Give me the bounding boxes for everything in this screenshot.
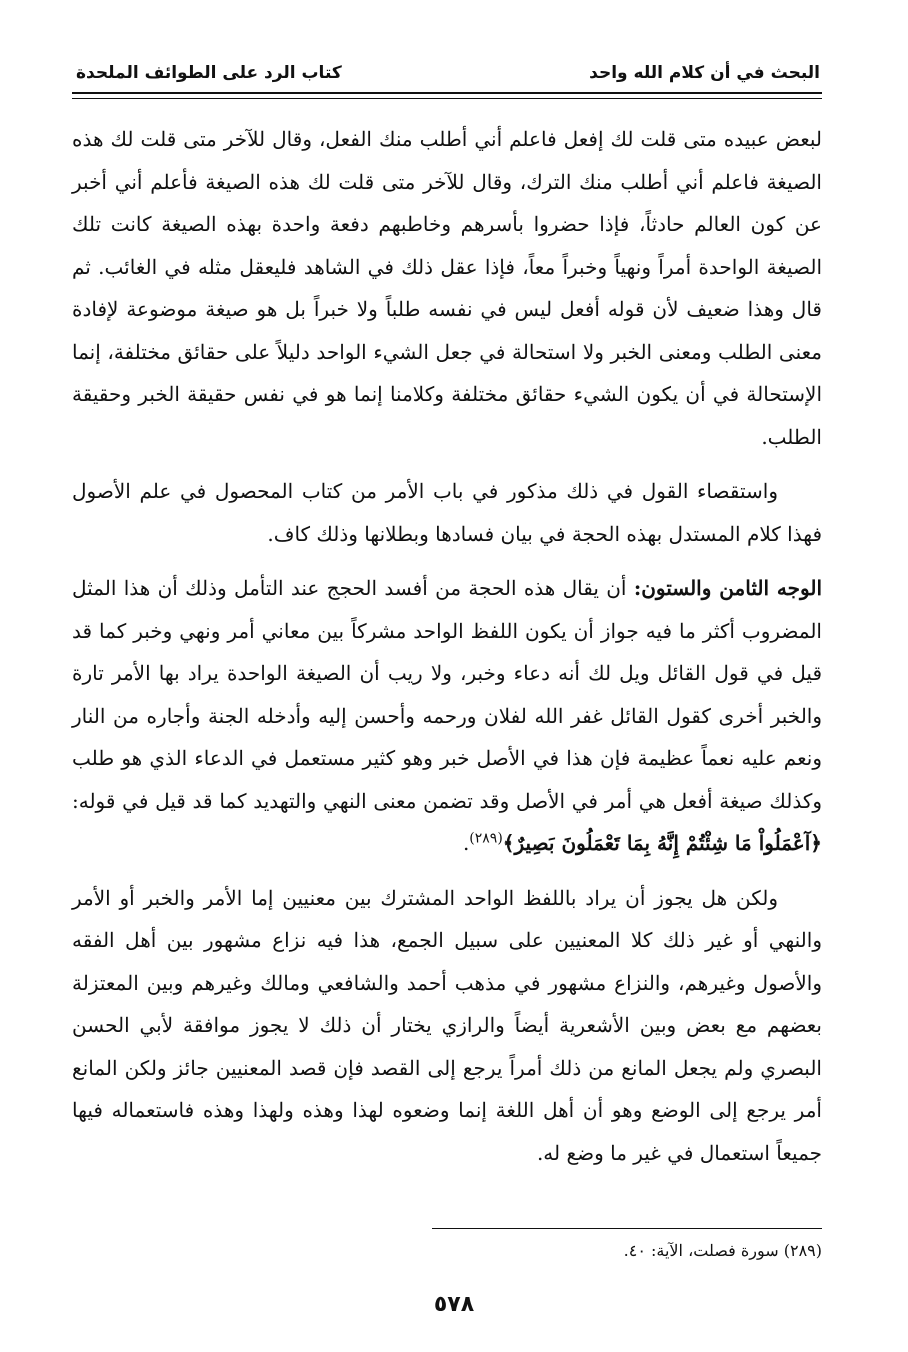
paragraph-2: واستقصاء القول في ذلك مذكور في باب الأمر من كتاب المحصول في علم الأصول فهذا كلام المستدل بهذه الحجة في بيان فسادها وبطلانها وذلك كاف. — [72, 479, 822, 546]
header-rule-thick — [72, 92, 822, 94]
paragraph-3 — [72, 567, 822, 865]
header-rule-thin — [72, 98, 822, 99]
page-number: ٥٧٨ — [433, 1292, 475, 1317]
footnote: (٢٨٩) سورة فصلت، الآية: ٤٠. — [623, 1241, 822, 1260]
header-chapter-title: البحث في أن كلام الله واحد — [589, 63, 820, 83]
paragraph-3-end: . — [462, 831, 470, 855]
paragraph-3-text: أن يقال هذه الحجة من أفسد الحجج عند التأمل وذلك أن هذا المثل المضروب أكثر ما فيه جواز أن يكون اللفظ الواحد مشركاً بين معاني أمر ونهي وخبر كما قد قيل في قول القائل ويل لك أنه دعاء وخبر، ولا ريب أن الصيغة الواحدة يراد بها الأمر تارة والخبر أخرى كقول القائل غفر الله لفلان ورحمه وأحسن إليه وأدخله الجنة وأجاره من النار ونعم عليه نعماً عظيمة فإن هذا في الأصل خبر وهو كثير مستعمل في الدعاء الذي هو طلب وكذلك صيغة أفعل هي أمر في الأصل وقد تضمن معنى النهي والتهديد كما قد قيل في قوله: — [72, 576, 823, 813]
quran-verse: ﴿آعْمَلُواْ مَا شِئْتُمْ إِنَّهُ بِمَا تَعْمَلُونَ بَصِيرٌ﴾ — [502, 831, 822, 855]
paragraph-1: لبعض عبيده متى قلت لك إفعل فاعلم أني أطلب منك الفعل، وقال للآخر متى قلت لك هذه الصيغة فاعلم أني أطلب منك الترك، وقال للآخر متى قلت لك هذه الصيغة فأعلم أني أخبر عن كون العالم حادثاً، فإذا حضروا بأسرهم وخاطبهم دفعة واحدة بهذه الصيغة كانت تلك الصيغة الواحدة أمراً ونهياً وخبراً معاً، فإذا عقل ذلك في الشاهد فليعقل مثله في الغائب. ثم قال وهذا ضعيف لأن قوله أفعل ليس في نفسه طلباً ولا خبراً بل هو صيغة موضوعة لإفادة معنى الطلب ومعنى الخبر ولا استحالة في جعل الشيء الواحد دليلاً على حقائق مختلفة، إنما الإستحالة في أن يكون الشيء حقائق مختلفة وكلامنا إنما هو في نفس حقيقة الخبر وحقيقة الطلب. — [72, 127, 822, 449]
section-heading-68: الوجه الثامن والستون: — [633, 576, 822, 600]
main-text — [72, 118, 822, 1186]
footnote-rule — [432, 1228, 822, 1229]
footnote-reference: (٢٨٩) — [469, 830, 503, 847]
running-header — [76, 56, 820, 90]
header-book-title: كتاب الرد على الطوائف الملحدة — [76, 63, 342, 83]
paragraph-4: ولكن هل يجوز أن يراد باللفظ الواحد المشترك بين معنيين إما الأمر والخبر أو الأمر والنهي أو غير ذلك كلا المعنيين على سبيل الجمع، هذا فيه نزاع مشهور بين أهل الفقه والأصول وغيرهم، والنزاع مشهور في مذهب أحمد والشافعي ومالك وغيرهم وبين المعتزلة بعضهم مع بعض وبين الأشعرية أيضاً والرازي يختار أن ذلك لا يجوز موافقة لأبي الحسن البصري ولم يجعل المانع من ذلك أمراً يرجع إلى القصد فإن قصد المعنيين جائز ولكن المانع أمر يرجع إلى الوضع وهو أن أهل اللغة إنما وضعوه لهذا وهذه ولهذا وهذه فاستعماله فيها جميعاً استعمال في غير ما وضع له. — [72, 885, 823, 1165]
